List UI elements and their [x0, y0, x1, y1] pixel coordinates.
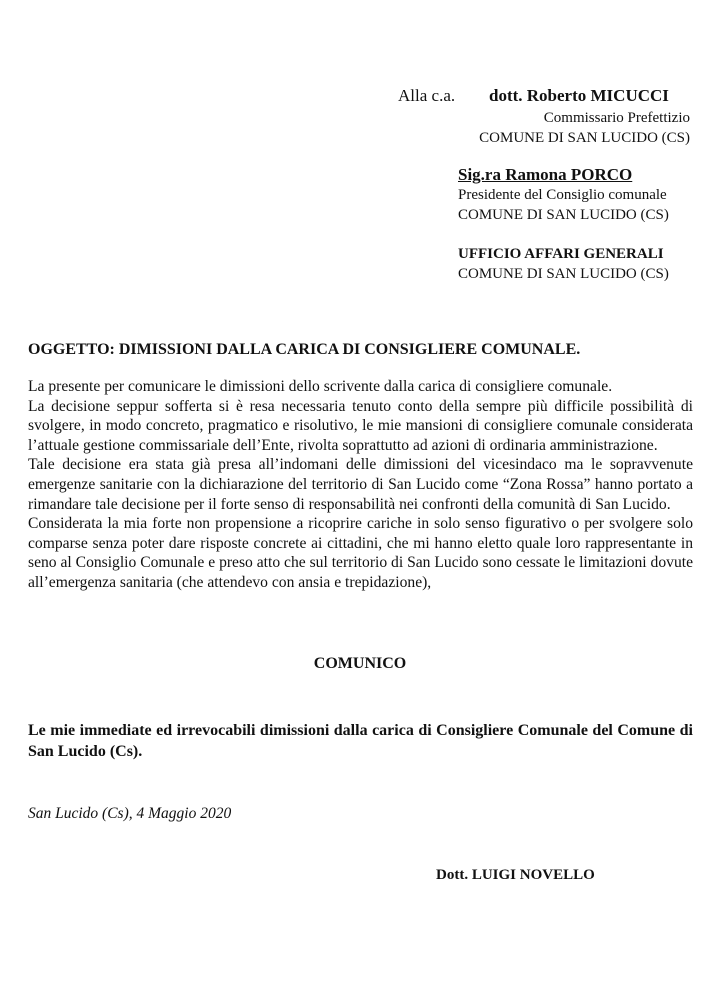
alla-ca-label: Alla c.a.	[398, 86, 456, 105]
recipient-1-name: dott. Roberto MICUCCI	[489, 86, 669, 105]
recipient-1-line-1: Commissario Prefettizio	[543, 110, 690, 126]
recipient-3-line-1: COMUNE DI SAN LUCIDO (CS)	[458, 266, 669, 282]
declaration: Le mie immediate ed irrevocabili dimissioni dalla carica di Consigliere Comunale del Comune di San Lucido (Cs).	[28, 722, 693, 760]
recipient-2-line-1: Presidente del Consiglio comunale	[458, 187, 667, 203]
recipient-2	[458, 165, 698, 225]
subject-line: OGGETTO: DIMISSIONI DALLA CARICA DI CONSIGLIERE COMUNALE.	[28, 341, 581, 358]
paragraph-3: Tale decisione era stata già presa all’indomani delle dimissioni del vicesindaco ma le sopravvenute emergenze sanitarie con la dichiarazione del territorio di San Lucido come “Zona Rossa” hanno portato a rimandare tale decisione per il forte senso di responsabilità nei confronti della comunità di San Lucido.	[28, 456, 693, 513]
signature: Dott. LUIGI NOVELLO	[436, 867, 595, 883]
paragraph-2: La decisione seppur sofferta si è resa necessaria tenuto conto della sempre più difficile possibilità di svolgere, in modo concreto, pragmatico e risolutivo, le mie mansioni di consigliere comunale considerata l’attuale gestione commissariale dell’Ente, rivolta soprattutto ad azioni di ordinaria amministrazione.	[28, 397, 693, 454]
recipient-2-line-2: COMUNE DI SAN LUCIDO (CS)	[458, 207, 669, 223]
comunico-heading: COMUNICO	[313, 655, 407, 672]
recipient-1-line-2: COMUNE DI SAN LUCIDO (CS)	[479, 130, 690, 146]
paragraph-4: Considerata la mia forte non propensione a ricoprire cariche in solo senso figurativo o per svolgere solo comparse senza poter dare risposte concrete ai cittadini, che mi hanno eletto quale loro rappresentante in seno al Consiglio Comunale e preso atto che sul territorio di San Lucido sono cessate le limitazioni dovute all’emergenza sanitaria (che attendevo con ansia e trepidazione),	[28, 515, 693, 591]
recipient-1-details	[458, 108, 690, 148]
paragraph-1: La presente per comunicare le dimissioni dello scrivente dalla carica di consigliere comunale.	[28, 378, 613, 395]
recipient-1	[489, 86, 699, 106]
recipient-3	[458, 244, 698, 284]
recipient-3-name: UFFICIO AFFARI GENERALI	[458, 246, 664, 262]
letter-body	[28, 377, 693, 593]
place-date: San Lucido (Cs), 4 Maggio 2020	[28, 805, 232, 822]
recipient-2-name: Sig.ra Ramona PORCO	[458, 165, 633, 184]
